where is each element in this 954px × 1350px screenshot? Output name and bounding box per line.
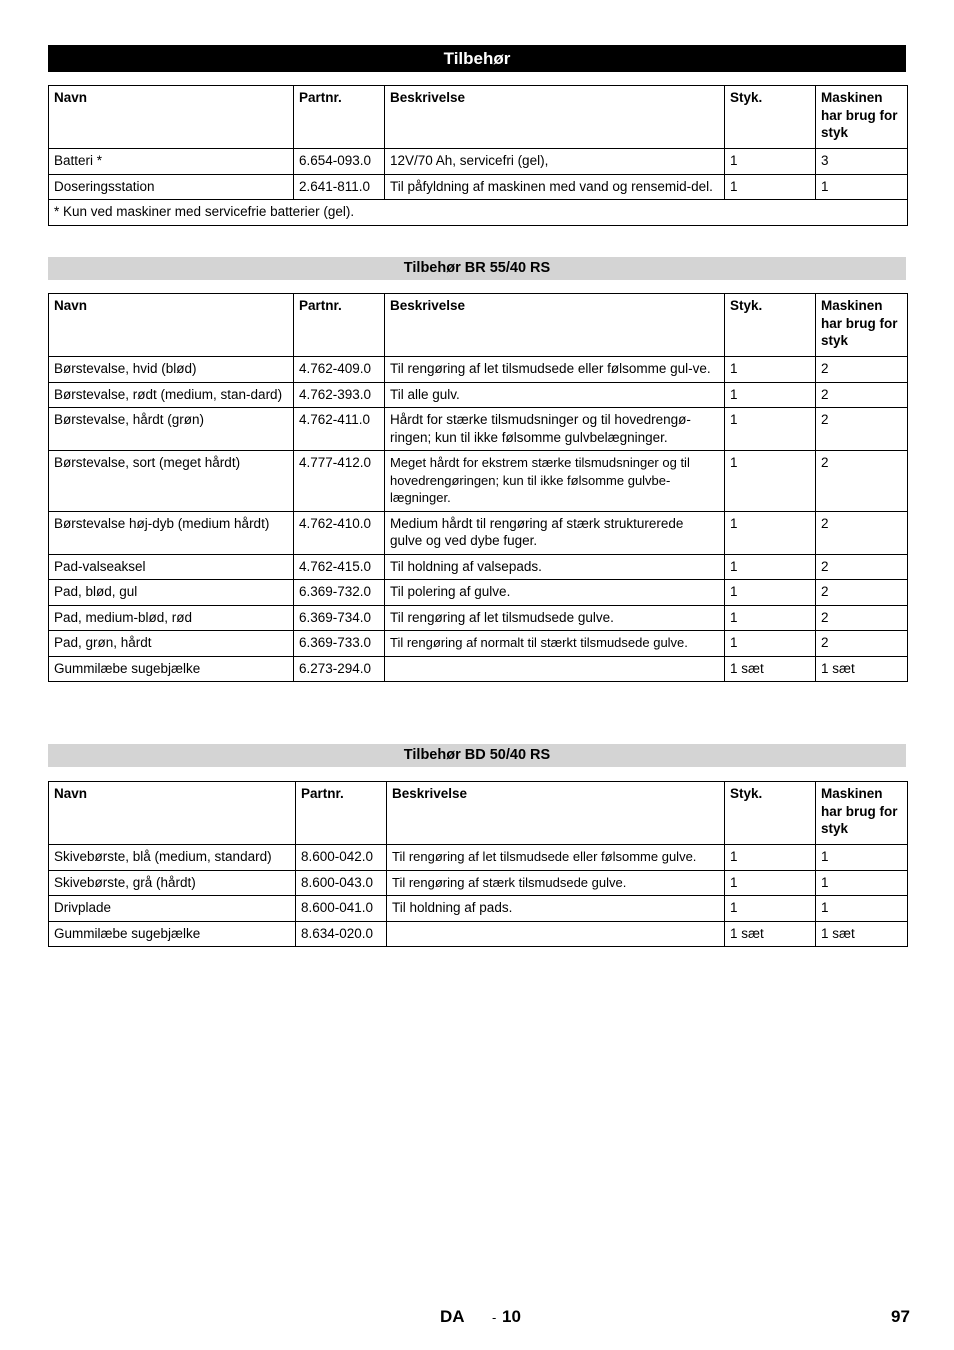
cell-beskrivelse: Meget hårdt for ekstrem stærke tilsmudsninger og til hovedrengøringen; kun til ikke følsomme gulvbe-lægninger. xyxy=(385,451,725,512)
cell-beskrivelse: Til rengøring af let tilsmudsede gulve. xyxy=(385,605,725,631)
header-maskinen: Maskinen har brug for styk xyxy=(816,782,908,845)
cell-maskinen: 2 xyxy=(816,580,908,606)
cell-beskrivelse: Til påfyldning af maskinen med vand og rensemid-del. xyxy=(385,174,725,200)
cell-navn: Pad, grøn, hårdt xyxy=(49,631,294,657)
header-partnr: Partnr. xyxy=(296,782,387,845)
cell-styk: 1 xyxy=(725,554,816,580)
cell-partnr: 6.369-733.0 xyxy=(294,631,385,657)
cell-partnr: 4.762-409.0 xyxy=(294,357,385,383)
cell-maskinen: 2 xyxy=(816,631,908,657)
cell-maskinen: 1 xyxy=(816,174,908,200)
cell-navn: Børstevalse, hårdt (grøn) xyxy=(49,408,294,451)
accessories-table-br xyxy=(48,293,908,682)
accessories-table-bd xyxy=(48,781,908,947)
accessories-table xyxy=(48,85,908,226)
header-partnr: Partnr. xyxy=(294,86,385,149)
cell-beskrivelse: Til rengøring af let tilsmudsede eller følsomme gul-ve. xyxy=(385,357,725,383)
cell-partnr: 6.369-732.0 xyxy=(294,580,385,606)
cell-navn: Skivebørste, grå (hårdt) xyxy=(49,870,296,896)
cell-styk: 1 xyxy=(725,382,816,408)
cell-maskinen: 3 xyxy=(816,149,908,175)
header-partnr: Partnr. xyxy=(294,294,385,357)
cell-styk: 1 sæt xyxy=(725,656,816,682)
cell-styk: 1 xyxy=(725,845,816,871)
cell-styk: 1 xyxy=(725,605,816,631)
cell-maskinen: 1 sæt xyxy=(816,921,908,947)
header-beskrivelse: Beskrivelse xyxy=(385,86,725,149)
cell-beskrivelse: Til holdning af pads. xyxy=(387,896,725,922)
cell-styk: 1 xyxy=(725,357,816,383)
cell-partnr: 8.600-042.0 xyxy=(296,845,387,871)
footnote: * Kun ved maskiner med servicefrie batterier (gel). xyxy=(49,200,908,226)
table-row xyxy=(49,149,908,175)
cell-navn: Børstevalse, sort (meget hårdt) xyxy=(49,451,294,512)
cell-partnr: 6.273-294.0 xyxy=(294,656,385,682)
footer-language: DA xyxy=(440,1307,465,1326)
table-header-row xyxy=(49,86,908,149)
section-heading-bd: Tilbehør BD 50/40 RS xyxy=(48,744,906,767)
table-row xyxy=(49,174,908,200)
table-row xyxy=(49,408,908,451)
table-row xyxy=(49,896,908,922)
table-row xyxy=(49,631,908,657)
table-row xyxy=(49,511,908,554)
header-navn: Navn xyxy=(49,86,294,149)
cell-styk: 1 xyxy=(725,870,816,896)
header-maskinen: Maskinen har brug for styk xyxy=(816,86,908,149)
cell-maskinen: 2 xyxy=(816,511,908,554)
cell-beskrivelse: Til rengøring af let tilsmudsede eller følsomme gulve. xyxy=(387,845,725,871)
table-row xyxy=(49,605,908,631)
table-row xyxy=(49,357,908,383)
cell-navn: Gummilæbe sugebjælke xyxy=(49,656,294,682)
table-row xyxy=(49,845,908,871)
table-row xyxy=(49,656,908,682)
table-header-row xyxy=(49,782,908,845)
cell-navn: Gummilæbe sugebjælke xyxy=(49,921,296,947)
table-row xyxy=(49,382,908,408)
cell-navn: Skivebørste, blå (medium, standard) xyxy=(49,845,296,871)
cell-maskinen: 2 xyxy=(816,357,908,383)
cell-maskinen: 1 xyxy=(816,845,908,871)
cell-styk: 1 xyxy=(725,580,816,606)
cell-styk: 1 xyxy=(725,511,816,554)
cell-partnr: 4.762-411.0 xyxy=(294,408,385,451)
cell-partnr: 4.762-393.0 xyxy=(294,382,385,408)
cell-navn: Doseringsstation xyxy=(49,174,294,200)
page-number: 97 xyxy=(891,1307,910,1326)
cell-beskrivelse: Hårdt for stærke tilsmudsninger og til hovedrengø-ringen; kun til ikke følsomme gulvbelægninger. xyxy=(385,408,725,451)
header-beskrivelse: Beskrivelse xyxy=(385,294,725,357)
header-styk: Styk. xyxy=(725,782,816,845)
cell-maskinen: 2 xyxy=(816,382,908,408)
cell-partnr: 2.641-811.0 xyxy=(294,174,385,200)
cell-partnr: 8.634-020.0 xyxy=(296,921,387,947)
cell-navn: Pad, blød, gul xyxy=(49,580,294,606)
header-navn: Navn xyxy=(49,294,294,357)
table-row xyxy=(49,554,908,580)
cell-navn: Børstevalse høj-dyb (medium hårdt) xyxy=(49,511,294,554)
cell-partnr: 4.777-412.0 xyxy=(294,451,385,512)
cell-navn: Pad, medium-blød, rød xyxy=(49,605,294,631)
cell-styk: 1 xyxy=(725,149,816,175)
table-row xyxy=(49,921,908,947)
cell-styk: 1 xyxy=(725,631,816,657)
cell-partnr: 4.762-410.0 xyxy=(294,511,385,554)
cell-beskrivelse: Til holdning af valsepads. xyxy=(385,554,725,580)
cell-maskinen: 2 xyxy=(816,408,908,451)
cell-navn: Børstevalse, hvid (blød) xyxy=(49,357,294,383)
cell-maskinen: 2 xyxy=(816,554,908,580)
cell-navn: Drivplade xyxy=(49,896,296,922)
cell-navn: Batteri * xyxy=(49,149,294,175)
header-navn: Navn xyxy=(49,782,296,845)
cell-partnr: 8.600-043.0 xyxy=(296,870,387,896)
cell-styk: 1 xyxy=(725,408,816,451)
page-title: Tilbehør xyxy=(48,45,906,72)
cell-maskinen: 1 sæt xyxy=(816,656,908,682)
header-maskinen: Maskinen har brug for styk xyxy=(816,294,908,357)
header-beskrivelse: Beskrivelse xyxy=(387,782,725,845)
cell-beskrivelse xyxy=(385,656,725,682)
cell-beskrivelse: Til rengøring af normalt til stærkt tilsmudsede gulve. xyxy=(385,631,725,657)
cell-partnr: 8.600-041.0 xyxy=(296,896,387,922)
cell-maskinen: 1 xyxy=(816,870,908,896)
section-heading-br: Tilbehør BR 55/40 RS xyxy=(48,257,906,280)
cell-beskrivelse: Til polering af gulve. xyxy=(385,580,725,606)
cell-styk: 1 xyxy=(725,174,816,200)
cell-styk: 1 sæt xyxy=(725,921,816,947)
cell-navn: Børstevalse, rødt (medium, stan-dard) xyxy=(49,382,294,408)
footer-section-number: 10 xyxy=(502,1307,521,1326)
cell-beskrivelse: Til rengøring af stærk tilsmudsede gulve. xyxy=(387,870,725,896)
cell-styk: 1 xyxy=(725,896,816,922)
footer-dash: - xyxy=(492,1310,497,1325)
cell-partnr: 6.369-734.0 xyxy=(294,605,385,631)
cell-beskrivelse: Medium hårdt til rengøring af stærk strukturerede gulve og ved dybe fuger. xyxy=(385,511,725,554)
cell-maskinen: 1 xyxy=(816,896,908,922)
header-styk: Styk. xyxy=(725,86,816,149)
table-header-row xyxy=(49,294,908,357)
table-row xyxy=(49,580,908,606)
cell-styk: 1 xyxy=(725,451,816,512)
cell-maskinen: 2 xyxy=(816,605,908,631)
table-row xyxy=(49,451,908,512)
footnote-row xyxy=(49,200,908,226)
header-styk: Styk. xyxy=(725,294,816,357)
cell-beskrivelse: 12V/70 Ah, servicefri (gel), xyxy=(385,149,725,175)
table-row xyxy=(49,870,908,896)
cell-beskrivelse xyxy=(387,921,725,947)
cell-beskrivelse: Til alle gulv. xyxy=(385,382,725,408)
cell-navn: Pad-valseaksel xyxy=(49,554,294,580)
cell-partnr: 6.654-093.0 xyxy=(294,149,385,175)
cell-partnr: 4.762-415.0 xyxy=(294,554,385,580)
cell-maskinen: 2 xyxy=(816,451,908,512)
